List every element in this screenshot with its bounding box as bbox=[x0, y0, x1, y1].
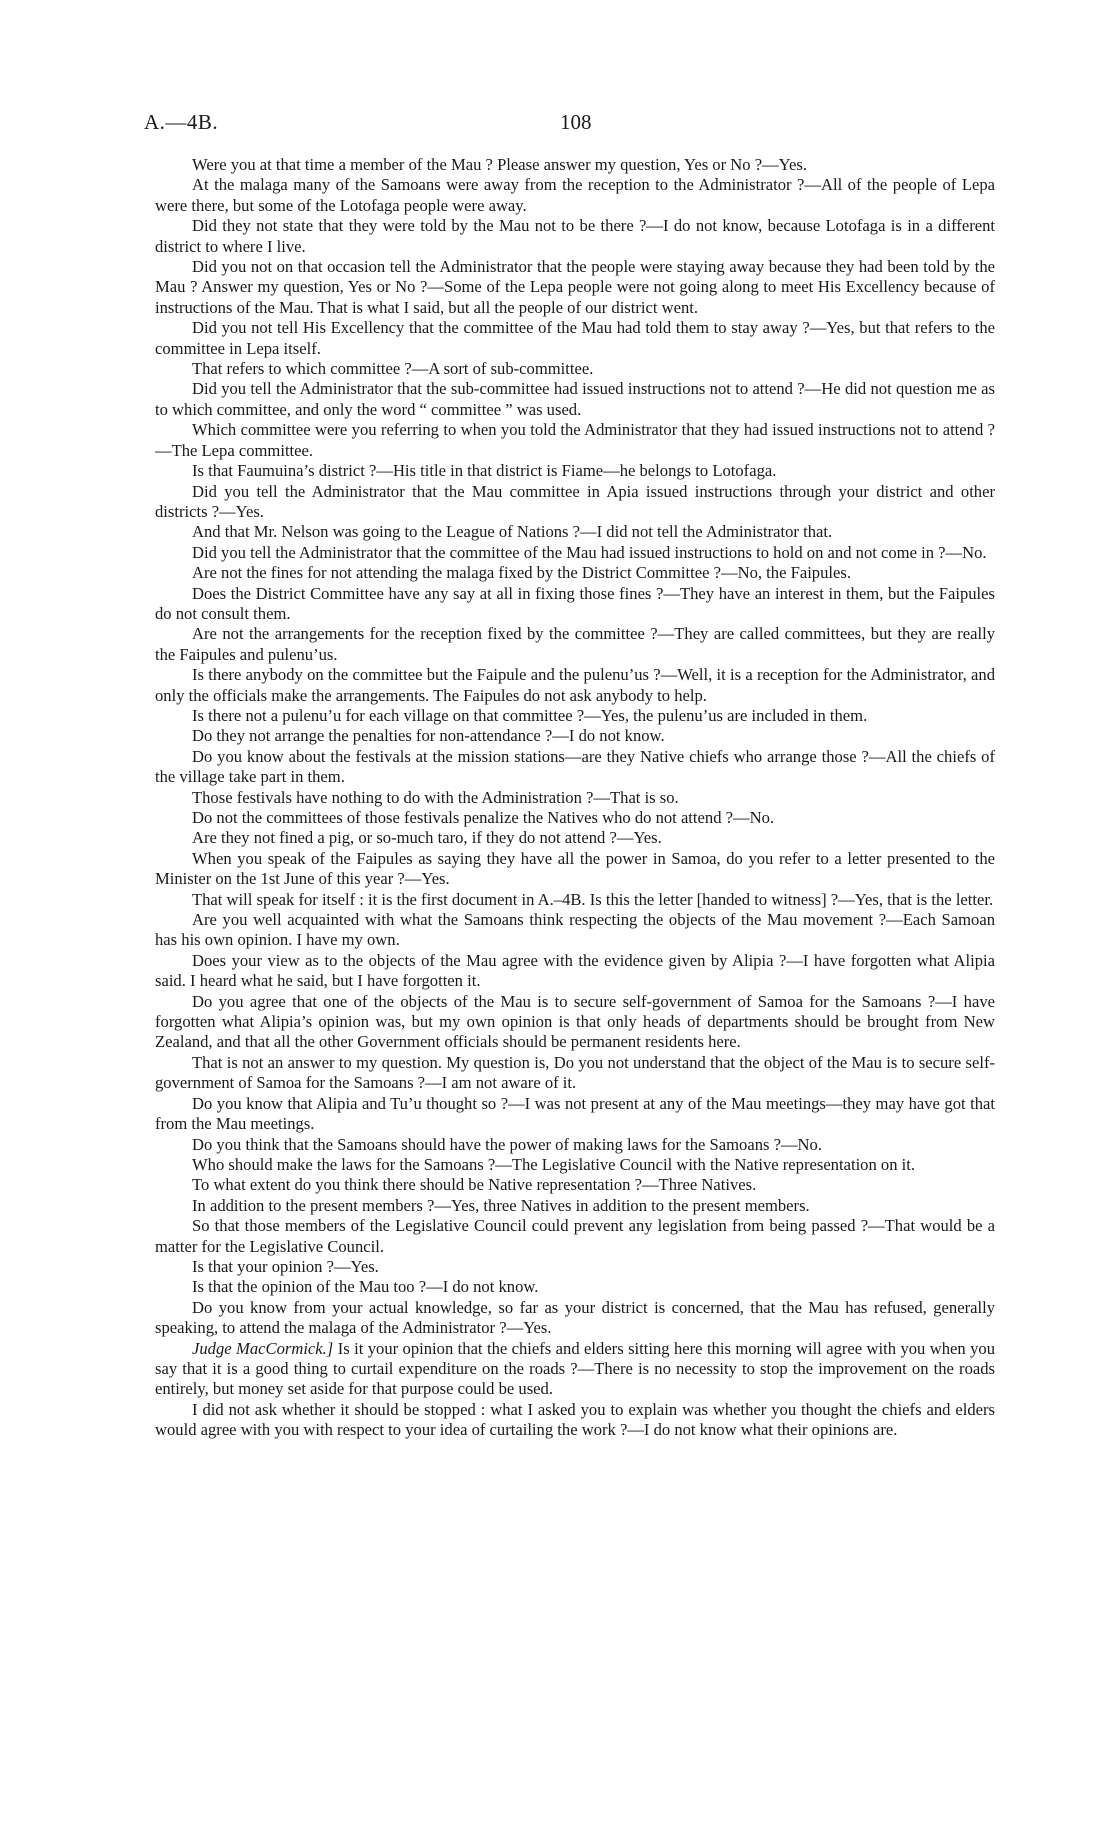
paragraph: Do you know from your actual knowledge, so far as your district is concerned, that the Mau has refused, generally speaking, to attend the malaga of the Administrator ?—Yes. bbox=[155, 1297, 995, 1338]
paragraph: Were you at that time a member of the Mau ? Please answer my question, Yes or No ?—Yes. bbox=[192, 155, 807, 174]
paragraph: And that Mr. Nelson was going to the League of Nations ?—I did not tell the Administrator that. bbox=[192, 522, 833, 542]
paragraph: Who should make the laws for the Samoans ?—The Legislative Council with the Native representation on it. bbox=[192, 1154, 916, 1174]
paragraph: Those festivals have nothing to do with the Administration ?—That is so. bbox=[192, 787, 679, 807]
paragraph: Are not the fines for not attending the malaga fixed by the District Committee ?—No, the Faipules. bbox=[192, 563, 851, 583]
paragraph: Did you tell the Administrator that the committee of the Mau had issued instructions to hold on and not come in ?—No. bbox=[192, 542, 987, 562]
paragraph: Is there anybody on the committee but the Faipule and the pulenu’us ?—Well, it is a reception for the Administrator, and only the officials make the arrangements. The Faipules do not ask anybody to help. bbox=[155, 665, 995, 705]
paragraph: Is that your opinion ?—Yes. bbox=[192, 1256, 379, 1276]
paragraph-judge: Judge MacCormick.] Is it your opinion that the chiefs and elders sitting here this morning will agree with you when you say that it is a good thing to curtail expenditure on the roads ?—There is no necessity to stop the improvement on the roads entirely, but money set aside for that purpose could be used. bbox=[155, 1338, 995, 1399]
paragraph: Are they not fined a pig, or so-much taro, if they do not attend ?—Yes. bbox=[192, 828, 662, 848]
paragraph: Did you tell the Administrator that the Mau committee in Apia issued instructions through your district and other districts ?—Yes. bbox=[155, 481, 995, 521]
paragraph: At the malaga many of the Samoans were away from the reception to the Administrator ?—All of the people of Lepa were there, but some of the Lotofaga people were away. bbox=[155, 175, 995, 215]
paragraph: Are you well acquainted with what the Samoans think respecting the objects of the Mau movement ?—Each Samoan has his own opinion. I have my own. bbox=[155, 910, 995, 950]
paragraph: Do you know about the festivals at the mission stations—are they Native chiefs who arrange those ?—All the chiefs of the village take part in them. bbox=[155, 746, 995, 787]
paragraph: To what extent do you think there should be Native representation ?—Three Natives. bbox=[192, 1175, 757, 1195]
paragraph: Does your view as to the objects of the Mau agree with the evidence given by Alipia ?—I have forgotten what Alipia said. I heard what he said, but I have forgotten it. bbox=[155, 950, 995, 991]
paragraph: Did they not state that they were told by the Mau not to be there ?—I do not know, because Lotofaga is in a different district to where I live. bbox=[155, 216, 995, 256]
paragraph: Did you not on that occasion tell the Administrator that the people were staying away because they had been told by the Mau ? Answer my question, Yes or No ?—Some of the Lepa people were not going along to meet His Excellency because of instructions of the Mau. That is what I said, but all the people of our district went. bbox=[155, 257, 995, 317]
testimony-body bbox=[155, 155, 995, 1441]
paragraph: Which committee were you referring to when you told the Administrator that they had issued instructions not to attend ?—The Lepa committee. bbox=[155, 420, 995, 460]
paragraph: Does the District Committee have any say at all in fixing those fines ?—They have an interest in them, but the Faipules do not consult them. bbox=[155, 583, 995, 623]
paragraph: That will speak for itself : it is the first document in A.–4B. Is this the letter [handed to witness] ?—Yes, that is the letter. bbox=[192, 889, 994, 909]
paragraph: That refers to which committee ?—A sort of sub-committee. bbox=[192, 359, 594, 379]
document-reference: A.—4B. bbox=[144, 110, 219, 134]
paragraph: Did you tell the Administrator that the sub-committee had issued instructions not to attend ?—He did not question me as to which committee, and only the word “ committee ” was used. bbox=[155, 379, 995, 419]
paragraph: When you speak of the Faipules as saying they have all the power in Samoa, do you refer to a letter presented to the Minister on the 1st June of this year ?—Yes. bbox=[155, 848, 995, 889]
paragraph: Do you think that the Samoans should have the power of making laws for the Samoans ?—No. bbox=[192, 1134, 822, 1154]
paragraph: So that those members of the Legislative Council could prevent any legislation from being passed ?—That would be a matter for the Legislative Council. bbox=[155, 1216, 995, 1256]
paragraph: Are not the arrangements for the reception fixed by the committee ?—They are called committees, but they are really the Faipules and pulenu’us. bbox=[155, 624, 995, 664]
paragraph: I did not ask whether it should be stopped : what I asked you to explain was whether you thought the chiefs and elders would agree with you with respect to your idea of curtailing the work ?—I do not know what their opinions are. bbox=[155, 1399, 995, 1440]
page-header bbox=[0, 110, 1114, 140]
paragraph: Do you agree that one of the objects of the Mau is to secure self-government of Samoa for the Samoans ?—I have forgotten what Alipia’s opinion was, but my own opinion is that only heads of departments should be brought from New Zealand, and that all the other Government officials should be permanent residents here. bbox=[155, 991, 995, 1052]
paragraph: That is not an answer to my question. My question is, Do you not understand that the object of the Mau is to secure self-government of Samoa for the Samoans ?—I am not aware of it. bbox=[155, 1052, 995, 1093]
paragraph: Is there not a pulenu’u for each village on that committee ?—Yes, the pulenu’us are included in them. bbox=[192, 705, 868, 725]
page-number: 108 bbox=[560, 110, 592, 134]
paragraph: Did you not tell His Excellency that the committee of the Mau had told them to stay away ?—Yes, but that refers to the committee in Lepa itself. bbox=[155, 318, 995, 358]
paragraph: Do they not arrange the penalties for non-attendance ?—I do not know. bbox=[192, 726, 665, 746]
speaker-label: Judge MacCormick.] bbox=[192, 1338, 334, 1358]
paragraph: Is that Faumuina’s district ?—His title in that district is Fiame—he belongs to Lotofaga. bbox=[192, 461, 777, 481]
paragraph: In addition to the present members ?—Yes, three Natives in addition to the present members. bbox=[192, 1195, 810, 1215]
paragraph: Do you know that Alipia and Tu’u thought so ?—I was not present at any of the Mau meetings—they may have got that from the Mau meetings. bbox=[155, 1093, 995, 1134]
paragraph: Do not the committees of those festivals penalize the Natives who do not attend ?—No. bbox=[192, 808, 775, 827]
paragraph: Is that the opinion of the Mau too ?—I do not know. bbox=[192, 1277, 539, 1297]
